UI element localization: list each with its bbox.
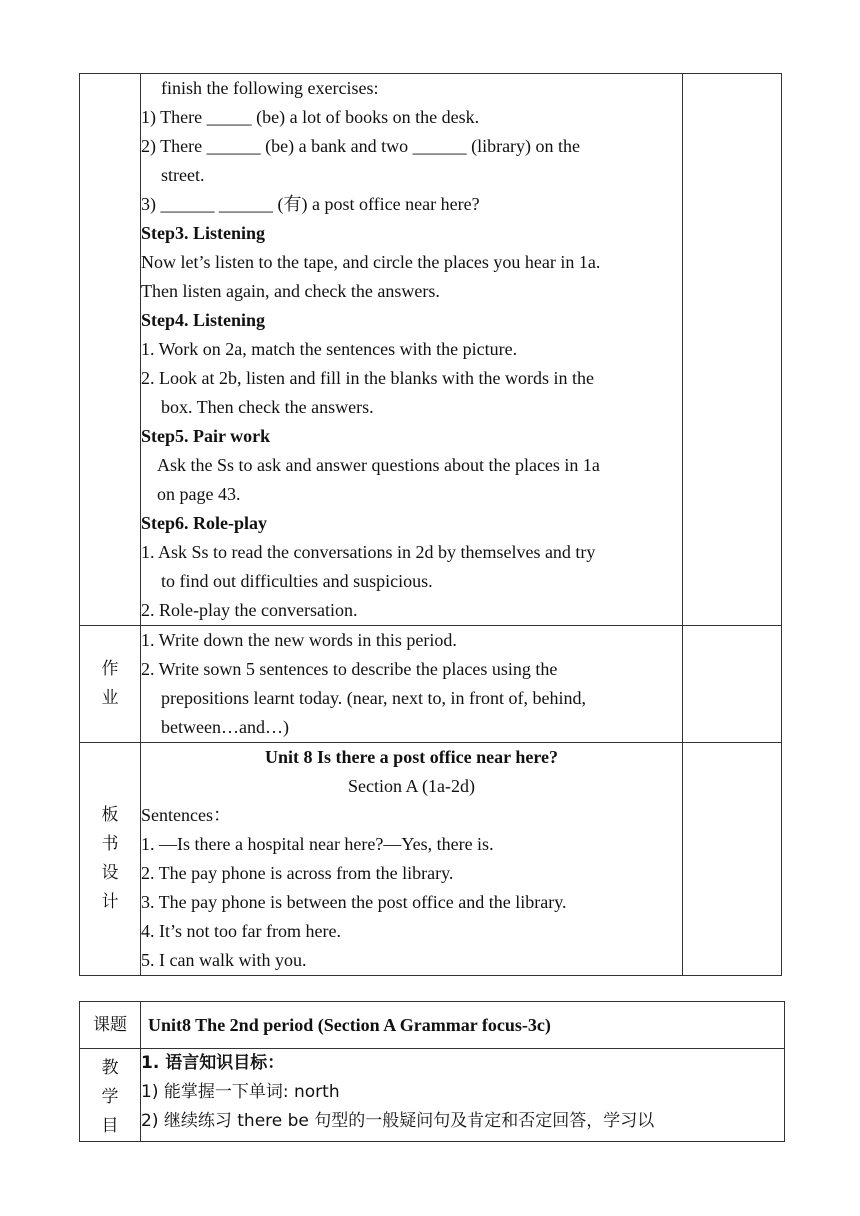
exercise-3: 3) ______ ______ (有) a post office near here?	[141, 194, 480, 214]
board-design-notes-cell	[683, 743, 782, 976]
topic-label: 课题	[80, 1002, 141, 1049]
goals-row	[80, 1049, 785, 1142]
step3-text-2: Then listen again, and check the answers.	[141, 281, 440, 301]
homework-item-2: 2. Write sown 5 sentences to describe the places using the	[141, 659, 558, 679]
homework-notes-cell	[683, 626, 782, 743]
exercise-2-cont: street.	[161, 165, 205, 185]
homework-item-2-cont2: between…and…)	[161, 717, 289, 737]
homework-row	[80, 626, 782, 743]
step3-heading: Step3. Listening	[141, 223, 266, 243]
step4-text-1: 1. Work on 2a, match the sentences with the picture.	[141, 339, 518, 359]
step4-text-3: box. Then check the answers.	[161, 397, 374, 417]
exercise-1: 1) There _____ (be) a lot of books on the desk.	[141, 107, 480, 127]
sentences-heading: Sentences：	[141, 805, 231, 825]
step5-text-2: on page 43.	[157, 484, 241, 504]
step6-text-2: to find out difficulties and suspicious.	[161, 571, 433, 591]
exercise-2: 2) There ______ (be) a bank and two ______ (library) on the	[141, 136, 581, 156]
sentence-4: 4. It’s not too far from here.	[141, 921, 341, 941]
homework-content	[141, 626, 683, 743]
homework-item-2-cont: prepositions learnt today. (near, next to, in front of, behind,	[161, 688, 587, 708]
topic-cell	[141, 1002, 785, 1049]
board-subtitle: Section A (1a-2d)	[348, 776, 475, 796]
sentence-5: 5. I can walk with you.	[141, 950, 307, 970]
topic-row	[80, 1002, 785, 1049]
board-design-content	[141, 743, 683, 976]
step4-text-2: 2. Look at 2b, listen and fill in the blanks with the words in the	[141, 368, 594, 388]
sentence-2: 2. The pay phone is across from the library.	[141, 863, 454, 883]
lesson-plan-table	[79, 73, 782, 976]
step5-heading: Step5. Pair work	[141, 426, 271, 446]
sentence-1: 1. —Is there a hospital near here?—Yes, there is.	[141, 834, 494, 854]
step6-heading: Step6. Role-play	[141, 513, 267, 533]
step3-text-1: Now let’s listen to the tape, and circle the places you hear in 1a.	[141, 252, 601, 272]
procedure-content	[141, 74, 683, 626]
sentence-3: 3. The pay phone is between the post office and the library.	[141, 892, 567, 912]
topic-title: Unit8 The 2nd period (Section A Grammar focus-3c)	[148, 1014, 551, 1035]
procedure-label-cell	[80, 74, 141, 626]
procedure-row	[80, 74, 782, 626]
board-design-row	[80, 743, 782, 976]
goal-item-2: 2) 继续练习 there be 句型的一般疑问句及肯定和否定回答，学习以	[141, 1111, 655, 1131]
goals-content	[141, 1049, 785, 1142]
step6-text-1: 1. Ask Ss to read the conversations in 2d by themselves and try	[141, 542, 596, 562]
goal-heading: 1. 语言知识目标：	[141, 1053, 285, 1073]
step5-text-1: Ask the Ss to ask and answer questions about the places in 1a	[157, 455, 600, 475]
goals-label: 教 学 目	[80, 1049, 141, 1142]
goal-item-1: 1) 能掌握一下单词: north	[141, 1082, 340, 1102]
notes-cell	[683, 74, 782, 626]
exercise-intro: finish the following exercises:	[161, 78, 379, 98]
homework-label: 作 业	[80, 626, 141, 743]
step4-heading: Step4. Listening	[141, 310, 266, 330]
board-design-label: 板 书 设 计	[80, 743, 141, 976]
step6-text-3: 2. Role-play the conversation.	[141, 600, 358, 620]
homework-item-1: 1. Write down the new words in this period.	[141, 630, 457, 650]
second-period-table	[79, 1001, 785, 1142]
board-title: Unit 8 Is there a post office near here?	[265, 747, 558, 767]
